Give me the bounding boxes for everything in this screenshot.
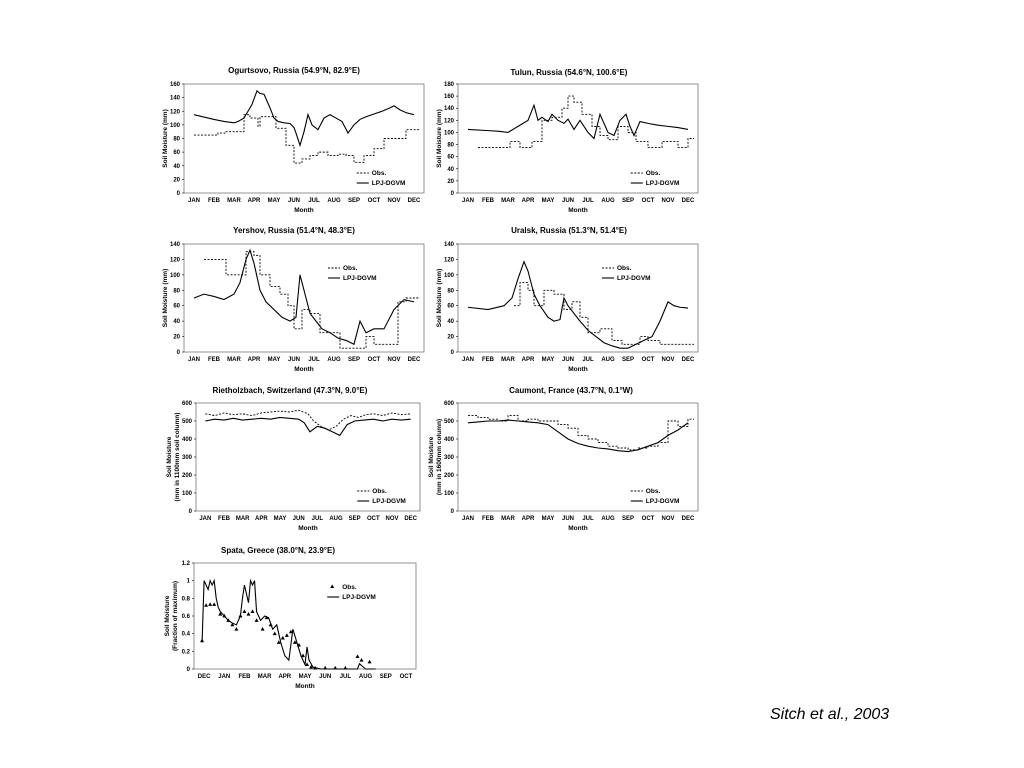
x-tick-label: JUL (308, 357, 320, 363)
y-tick-label: 500 (181, 419, 192, 425)
x-tick-label: MAR (257, 674, 272, 680)
plot-frame (194, 563, 416, 669)
x-tick-label: FEB (238, 674, 251, 680)
panel-title: Ogurtsovo, Russia (54.9°N, 82.9°E) (228, 66, 360, 75)
x-tick-label: OCT (641, 516, 655, 522)
y-axis-label: Soil Moisture (mm) (436, 268, 443, 328)
x-tick-label: APR (278, 674, 292, 680)
obs-marker (204, 603, 208, 607)
legend-label: LPJ-DGVM (371, 180, 406, 187)
x-tick-label: FEB (482, 357, 494, 363)
x-tick-label: DEC (197, 674, 211, 680)
x-tick-label: JUN (561, 198, 575, 204)
x-axis-label: Month (568, 207, 588, 214)
model-series-line (194, 250, 414, 344)
y-tick-label: 400 (443, 437, 454, 443)
x-tick-label: JUL (582, 357, 594, 363)
y-axis-label: Soil Moisture (164, 595, 171, 637)
x-tick-label: DEC (681, 198, 695, 204)
x-tick-label: NOV (387, 357, 401, 363)
legend-label: Obs. (645, 170, 661, 177)
y-tick-label: 0 (176, 350, 180, 356)
y-tick-label: 40 (447, 319, 454, 326)
obs-marker (355, 654, 359, 658)
y-tick-label: 300 (181, 455, 192, 461)
y-tick-label: 0 (450, 191, 454, 197)
obs-marker (281, 636, 285, 640)
panel-title: Uralsk, Russia (51.3°N, 51.4°E) (511, 226, 627, 235)
legend-label: Obs. (645, 488, 661, 495)
y-tick-label: 0 (186, 667, 190, 673)
x-tick-label: AUG (358, 674, 373, 680)
x-tick-label: APR (521, 198, 535, 204)
x-tick-label: SEP (348, 516, 361, 522)
y-tick-label: 0.4 (181, 631, 190, 638)
panel-title: Tulun, Russia (54.6°N, 100.6°E) (510, 68, 628, 77)
obs-marker (360, 658, 364, 662)
x-tick-label: JUN (287, 357, 301, 363)
y-tick-label: 40 (447, 166, 454, 173)
y-tick-label: 0 (188, 509, 192, 515)
model-series-line (468, 105, 688, 138)
y-tick-label: 0 (450, 350, 454, 356)
legend-label: LPJ-DGVM (342, 594, 376, 601)
x-axis-label: Month (294, 366, 314, 373)
obs-marker (234, 627, 238, 631)
x-tick-label: JUN (287, 198, 301, 204)
x-tick-label: JUL (582, 198, 594, 204)
obs-marker (246, 612, 250, 616)
x-tick-label: AUG (601, 198, 615, 204)
y-tick-label: 80 (173, 136, 180, 143)
x-tick-label: OCT (399, 674, 413, 680)
legend-label: Obs. (371, 170, 387, 177)
y-tick-label: 20 (173, 177, 180, 184)
x-tick-label: OCT (641, 357, 655, 363)
y-tick-label: 1.2 (181, 561, 190, 567)
x-axis-label: Month (298, 525, 318, 532)
x-tick-label: MAY (541, 198, 555, 204)
x-tick-label: AUG (601, 357, 615, 363)
x-tick-label: NOV (661, 516, 675, 522)
x-tick-label: FEB (482, 198, 494, 204)
y-tick-label: 60 (173, 150, 180, 157)
x-tick-label: SEP (347, 357, 361, 363)
panel-title: Yershov, Russia (51.4°N, 48.3°E) (233, 226, 355, 235)
y-tick-label: 100 (443, 130, 454, 137)
x-tick-label: SEP (621, 198, 635, 204)
x-tick-label: JUN (319, 674, 332, 680)
y-tick-label: 200 (443, 473, 454, 479)
y-tick-label: 100 (169, 272, 180, 279)
y-tick-label: 20 (447, 178, 454, 185)
x-tick-label: JUL (308, 198, 320, 204)
x-tick-label: OCT (367, 357, 381, 363)
x-tick-label: OCT (641, 198, 655, 204)
panel-title: Caumont, France (43.7°N, 0.1°W) (509, 386, 633, 395)
y-tick-label: 600 (443, 401, 454, 407)
x-tick-label: MAR (501, 357, 515, 363)
x-tick-label: MAR (501, 516, 515, 522)
legend-label: Obs. (343, 265, 358, 272)
x-tick-label: MAR (235, 516, 250, 522)
y-tick-label: 300 (443, 455, 454, 461)
model-series-line (468, 262, 688, 348)
obs-marker (368, 660, 372, 664)
plot-frame (458, 244, 698, 352)
y-tick-label: 120 (443, 257, 454, 264)
x-tick-label: NOV (387, 198, 401, 204)
y-axis-label: (Fraction of maximum) (172, 580, 179, 652)
y-tick-label: 140 (169, 242, 180, 248)
x-tick-label: APR (247, 357, 261, 363)
x-axis-label: Month (568, 366, 588, 373)
obs-marker (251, 609, 255, 613)
y-tick-label: 0 (176, 191, 180, 197)
y-tick-label: 100 (443, 272, 454, 279)
x-tick-label: JUL (582, 516, 594, 522)
obs-series-line (514, 283, 694, 345)
model-series-line (205, 417, 410, 435)
y-axis-label: Soil Moisture (mm) (162, 268, 169, 328)
x-tick-label: JUN (292, 516, 305, 522)
panel-7 (164, 546, 416, 690)
x-tick-label: MAR (501, 198, 515, 204)
x-axis-label: Month (295, 683, 315, 690)
y-tick-label: 120 (169, 109, 180, 116)
y-tick-label: 80 (447, 288, 454, 295)
y-tick-label: 120 (169, 257, 180, 264)
x-tick-label: DEC (404, 516, 418, 522)
y-tick-label: 140 (443, 242, 454, 248)
legend-label: Obs. (342, 584, 357, 591)
panel-3 (162, 226, 424, 373)
legend-label: Obs. (617, 265, 632, 272)
y-tick-label: 0.8 (181, 596, 190, 603)
model-series-line (194, 91, 414, 146)
x-tick-label: NOV (661, 198, 675, 204)
legend-label: Obs. (372, 488, 387, 495)
legend-label: LPJ-DGVM (372, 498, 406, 505)
panel-6 (428, 386, 698, 532)
y-tick-label: 160 (169, 82, 180, 88)
obs-marker (255, 618, 259, 622)
y-tick-label: 0.6 (181, 614, 190, 620)
y-tick-label: 140 (443, 106, 454, 113)
x-tick-label: JUN (561, 516, 575, 522)
y-tick-label: 100 (169, 122, 180, 129)
x-axis-label: Month (294, 207, 314, 214)
x-tick-label: JAN (218, 674, 231, 680)
y-tick-label: 120 (443, 118, 454, 125)
y-tick-label: 20 (173, 334, 180, 341)
legend-label: LPJ-DGVM (343, 275, 377, 282)
x-tick-label: AUG (327, 357, 341, 363)
obs-marker (208, 602, 212, 606)
x-tick-label: APR (521, 357, 535, 363)
x-tick-label: JAN (199, 516, 212, 522)
x-tick-label: DEC (407, 198, 421, 204)
y-tick-label: 200 (181, 473, 192, 479)
x-tick-label: SEP (379, 674, 392, 680)
x-tick-label: JAN (461, 357, 475, 363)
x-tick-label: OCT (366, 516, 380, 522)
x-tick-label: APR (254, 516, 268, 522)
y-tick-label: 1 (186, 578, 190, 585)
y-tick-label: 60 (447, 154, 454, 161)
x-tick-label: JUL (339, 674, 352, 680)
legend-marker (330, 585, 334, 589)
x-tick-label: DEC (681, 357, 695, 363)
x-tick-label: AUG (601, 516, 615, 522)
x-tick-label: JUN (561, 357, 575, 363)
x-tick-label: MAY (273, 516, 287, 522)
y-tick-label: 0 (450, 509, 454, 515)
x-tick-label: DEC (681, 516, 695, 522)
obs-marker (261, 627, 265, 631)
x-tick-label: MAR (227, 198, 241, 204)
x-tick-label: NOV (661, 357, 675, 363)
x-tick-label: APR (521, 516, 535, 522)
x-tick-label: FEB (482, 516, 494, 522)
obs-marker (212, 602, 216, 606)
legend-label: LPJ-DGVM (617, 275, 651, 282)
panel-2 (436, 68, 698, 214)
y-axis-label: Soil Moisture (428, 436, 435, 478)
x-tick-label: MAY (298, 674, 312, 680)
y-tick-label: 500 (443, 419, 454, 425)
obs-marker (273, 631, 277, 635)
x-tick-label: MAY (541, 516, 555, 522)
x-tick-label: OCT (367, 198, 381, 204)
obs-series-line (204, 252, 420, 348)
panel-5 (166, 386, 420, 532)
obs-marker (285, 633, 289, 637)
x-axis-label: Month (568, 525, 588, 532)
y-tick-label: 600 (181, 401, 192, 407)
y-axis-label: Soil Moisture (mm) (436, 109, 443, 168)
panel-1 (162, 66, 424, 214)
x-tick-label: JUL (311, 516, 324, 522)
y-tick-label: 140 (169, 95, 180, 102)
panel-4 (436, 226, 698, 373)
y-tick-label: 400 (181, 437, 192, 443)
y-tick-label: 60 (173, 303, 180, 310)
y-axis-label: Soil Moisture (166, 436, 173, 478)
y-tick-label: 0.2 (181, 649, 190, 656)
panel-title: Rietholzbach, Switzerland (47.3°N, 9.0°E) (212, 386, 368, 395)
legend-label: LPJ-DGVM (645, 498, 680, 505)
x-tick-label: JAN (187, 198, 201, 204)
y-tick-label: 40 (173, 319, 180, 326)
y-tick-label: 180 (443, 82, 454, 88)
legend-label: LPJ-DGVM (645, 180, 680, 187)
panel-title: Spata, Greece (38.0°N, 23.9°E) (220, 546, 336, 555)
x-tick-label: MAY (267, 198, 281, 204)
x-tick-label: FEB (208, 357, 220, 363)
x-tick-label: MAY (541, 357, 555, 363)
x-tick-label: SEP (621, 516, 635, 522)
y-tick-label: 100 (181, 491, 192, 497)
x-tick-label: JAN (187, 357, 201, 363)
y-axis-label: (mm in 1100mm soil column) (174, 412, 181, 502)
x-tick-label: AUG (329, 516, 343, 522)
x-tick-label: AUG (327, 198, 341, 204)
y-tick-label: 160 (443, 94, 454, 101)
plot-frame (458, 84, 698, 193)
y-tick-label: 20 (447, 334, 454, 341)
y-tick-label: 100 (443, 491, 454, 497)
x-tick-label: NOV (385, 516, 399, 522)
x-tick-label: SEP (347, 198, 361, 204)
x-tick-label: JAN (461, 198, 475, 204)
y-tick-label: 80 (447, 142, 454, 149)
obs-marker (242, 609, 246, 613)
citation: Sitch et al., 2003 (770, 706, 890, 723)
x-tick-label: FEB (208, 198, 220, 204)
x-tick-label: JAN (461, 516, 475, 522)
y-tick-label: 40 (173, 163, 180, 170)
x-tick-label: APR (247, 198, 261, 204)
y-axis-label: (mm in 1600mm column) (436, 418, 443, 496)
y-tick-label: 80 (173, 288, 180, 295)
x-tick-label: DEC (407, 357, 421, 363)
y-tick-label: 60 (447, 303, 454, 310)
x-tick-label: MAY (267, 357, 281, 363)
x-tick-label: SEP (621, 357, 635, 363)
x-tick-label: MAR (227, 357, 241, 363)
x-tick-label: FEB (218, 516, 230, 522)
obs-series-line (478, 96, 694, 147)
y-axis-label: Soil Moisture (mm) (162, 109, 169, 168)
